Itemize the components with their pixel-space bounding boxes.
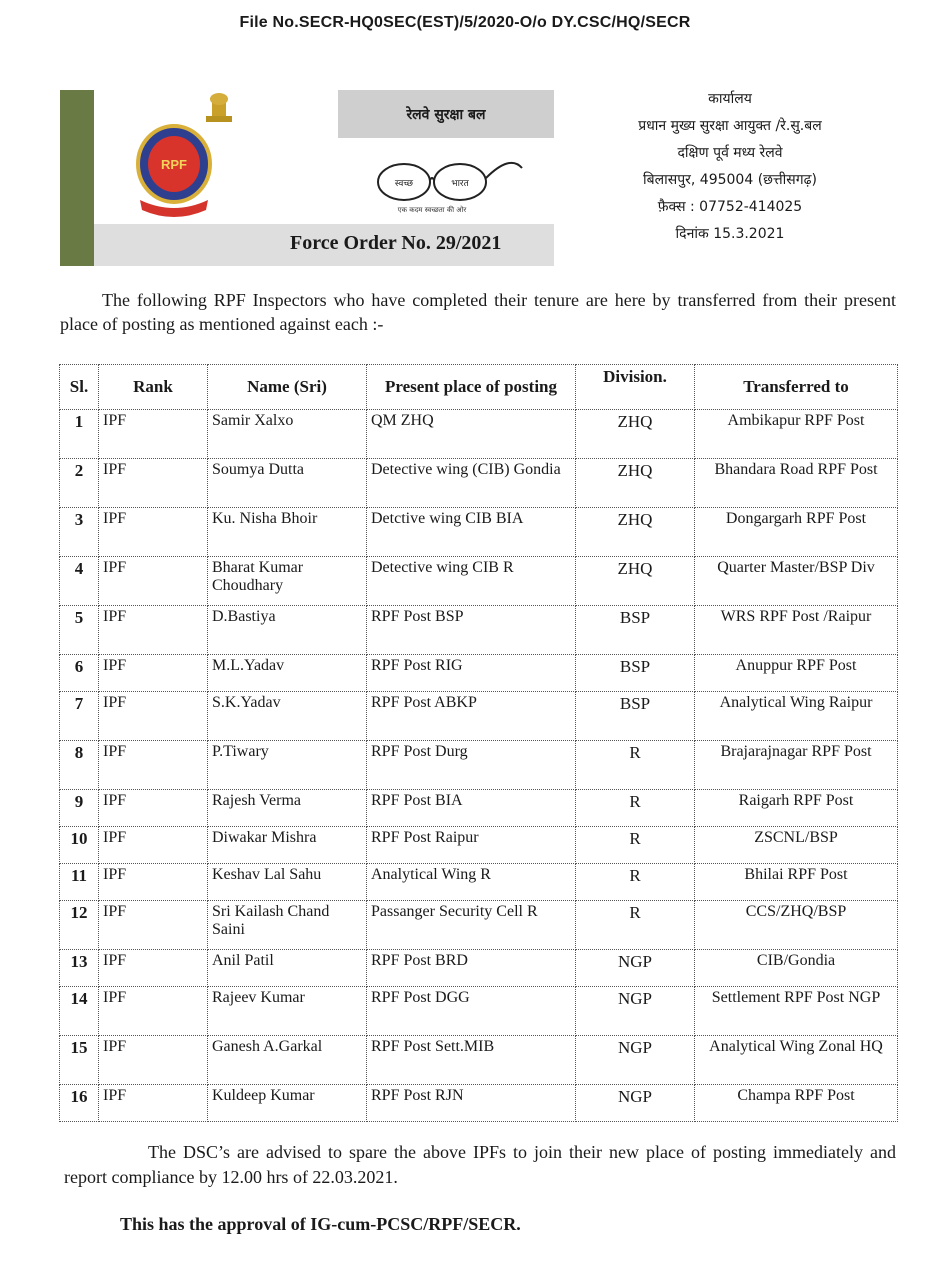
cell-sl: 11 (60, 864, 99, 901)
cell-present: Detective wing (CIB) Gondia (367, 459, 576, 508)
table-row (60, 459, 898, 508)
cell-present: Analytical Wing R (367, 864, 576, 901)
cell-sl: 10 (60, 827, 99, 864)
letterhead (60, 90, 554, 266)
force-order-number: Force Order No. 29/2021 (290, 232, 502, 254)
cell-transferred: Dongargarh RPF Post (695, 508, 898, 557)
cell-transferred: CCS/ZHQ/BSP (695, 901, 898, 950)
cell-present: RPF Post Raipur (367, 827, 576, 864)
cell-division: NGP (576, 1036, 695, 1085)
cell-transferred: Bhilai RPF Post (695, 864, 898, 901)
cell-division: R (576, 741, 695, 790)
cell-rank: IPF (99, 987, 208, 1036)
cell-division: ZHQ (576, 557, 695, 606)
cell-rank: IPF (99, 1085, 208, 1122)
cell-division: BSP (576, 692, 695, 741)
cell-transferred: Analytical Wing Zonal HQ (695, 1036, 898, 1085)
cell-present: RPF Post BRD (367, 950, 576, 987)
cell-sl: 6 (60, 655, 99, 692)
cell-present: RPF Post Sett.MIB (367, 1036, 576, 1085)
cell-rank: IPF (99, 692, 208, 741)
cell-sl: 3 (60, 508, 99, 557)
cell-transferred: Analytical Wing Raipur (695, 692, 898, 741)
cell-division: R (576, 864, 695, 901)
table-row (60, 557, 898, 606)
cell-name: D.Bastiya (208, 606, 367, 655)
cell-name: Ku. Nisha Bhoir (208, 508, 367, 557)
cell-rank: IPF (99, 827, 208, 864)
green-bar (60, 90, 94, 266)
cell-sl: 8 (60, 741, 99, 790)
cell-division: ZHQ (576, 508, 695, 557)
cell-sl: 14 (60, 987, 99, 1036)
cell-rank: IPF (99, 790, 208, 827)
cell-present: RPF Post RJN (367, 1085, 576, 1122)
approval-line: This has the approval of IG-cum-PCSC/RPF/SECR. (120, 1214, 521, 1234)
cell-transferred: Anuppur RPF Post (695, 655, 898, 692)
cell-division: R (576, 827, 695, 864)
office-date: दिनांक 15.3.2021 (675, 226, 785, 242)
cell-rank: IPF (99, 508, 208, 557)
table-row (60, 1085, 898, 1122)
cell-name: Diwakar Mishra (208, 827, 367, 864)
intro-paragraph: The following RPF Inspectors who have completed their tenure are here by transferred from their present place of posting as mentioned against each :- (60, 290, 896, 334)
table-row (60, 864, 898, 901)
cell-sl: 1 (60, 410, 99, 459)
cell-division: ZHQ (576, 410, 695, 459)
cell-name: Anil Patil (208, 950, 367, 987)
cell-division: ZHQ (576, 459, 695, 508)
cell-present: RPF Post BIA (367, 790, 576, 827)
header-present-posting: Present place of posting (367, 365, 576, 410)
office-line: बिलासपुर, 495004 (छत्तीसगढ़) (643, 172, 817, 188)
table-row (60, 1036, 898, 1085)
cell-transferred: Champa RPF Post (695, 1085, 898, 1122)
cell-division: R (576, 790, 695, 827)
transfer-table (59, 364, 898, 1122)
cell-present: Passanger Security Cell R (367, 901, 576, 950)
office-address (590, 86, 870, 248)
cell-name: Rajeev Kumar (208, 987, 367, 1036)
cell-present: RPF Post Durg (367, 741, 576, 790)
cell-present: RPF Post BSP (367, 606, 576, 655)
cell-present: Detective wing CIB R (367, 557, 576, 606)
cell-rank: IPF (99, 864, 208, 901)
table-row (60, 508, 898, 557)
cell-division: NGP (576, 987, 695, 1036)
swachh-left-word: स्वच्छ (394, 179, 414, 189)
table-row (60, 987, 898, 1036)
swachh-tagline: एक कदम स्वच्छता की ओर (397, 206, 467, 214)
table-row (60, 655, 898, 692)
cell-rank: IPF (99, 901, 208, 950)
closing-paragraph: The DSC’s are advised to spare the above IPFs to join their new place of posting immediately and report compliance by 12.00 hrs of 22.03.2021. (64, 1142, 896, 1187)
table-header-row (60, 365, 898, 410)
file-number: File No.SECR-HQ0SEC(EST)/5/2020-O/o DY.CSC/HQ/SECR (239, 14, 691, 31)
table-row (60, 692, 898, 741)
cell-division: NGP (576, 950, 695, 987)
cell-rank: IPF (99, 557, 208, 606)
cell-present: RPF Post ABKP (367, 692, 576, 741)
swachh-bharat-logo (350, 150, 530, 216)
cell-sl: 12 (60, 901, 99, 950)
cell-name: Rajesh Verma (208, 790, 367, 827)
table-row (60, 790, 898, 827)
cell-name: S.K.Yadav (208, 692, 367, 741)
table-row (60, 901, 898, 950)
cell-transferred: Brajarajnagar RPF Post (695, 741, 898, 790)
cell-name: Samir Xalxo (208, 410, 367, 459)
cell-name: Kuldeep Kumar (208, 1085, 367, 1122)
table-row (60, 410, 898, 459)
cell-name: Ganesh A.Garkal (208, 1036, 367, 1085)
cell-transferred: Raigarh RPF Post (695, 790, 898, 827)
cell-division: NGP (576, 1085, 695, 1122)
cell-rank: IPF (99, 410, 208, 459)
table-row (60, 741, 898, 790)
cell-present: RPF Post DGG (367, 987, 576, 1036)
table-row (60, 827, 898, 864)
office-fax: फ़ैक्स : 07752-414025 (657, 199, 803, 215)
cell-sl: 5 (60, 606, 99, 655)
cell-present: Detctive wing CIB BIA (367, 508, 576, 557)
header-rank: Rank (99, 365, 208, 410)
rpf-emblem (94, 90, 320, 224)
cell-transferred: Settlement RPF Post NGP (695, 987, 898, 1036)
cell-transferred: ZSCNL/BSP (695, 827, 898, 864)
header-transferred-to: Transferred to (695, 365, 898, 410)
office-line: दक्षिण पूर्व मध्य रेलवे (677, 145, 783, 161)
cell-rank: IPF (99, 741, 208, 790)
rpf-hindi-label: रेलवे सुरक्षा बल (338, 90, 554, 138)
table-row (60, 606, 898, 655)
cell-sl: 9 (60, 790, 99, 827)
cell-transferred: Ambikapur RPF Post (695, 410, 898, 459)
cell-name: Keshav Lal Sahu (208, 864, 367, 901)
office-line: प्रधान मुख्य सुरक्षा आयुक्त /रे.सु.बल (638, 118, 822, 134)
cell-transferred: CIB/Gondia (695, 950, 898, 987)
cell-rank: IPF (99, 606, 208, 655)
header-name: Name (Sri) (208, 365, 367, 410)
cell-present: RPF Post RIG (367, 655, 576, 692)
cell-division: BSP (576, 606, 695, 655)
cell-sl: 16 (60, 1085, 99, 1122)
cell-name: P.Tiwary (208, 741, 367, 790)
cell-rank: IPF (99, 950, 208, 987)
cell-sl: 4 (60, 557, 99, 606)
cell-rank: IPF (99, 459, 208, 508)
cell-name: M.L.Yadav (208, 655, 367, 692)
office-line: कार्यालय (708, 91, 752, 107)
cell-sl: 15 (60, 1036, 99, 1085)
cell-division: R (576, 901, 695, 950)
cell-name: Sri Kailash Chand Saini (208, 901, 367, 950)
emblem-lettering: RPF (161, 157, 187, 172)
cell-rank: IPF (99, 1036, 208, 1085)
cell-transferred: Bhandara Road RPF Post (695, 459, 898, 508)
cell-rank: IPF (99, 655, 208, 692)
cell-sl: 7 (60, 692, 99, 741)
cell-transferred: WRS RPF Post /Raipur (695, 606, 898, 655)
cell-transferred: Quarter Master/BSP Div (695, 557, 898, 606)
cell-name: Soumya Dutta (208, 459, 367, 508)
header-sl: Sl. (60, 365, 99, 410)
cell-sl: 13 (60, 950, 99, 987)
cell-division: BSP (576, 655, 695, 692)
cell-present: QM ZHQ (367, 410, 576, 459)
rpf-emblem-icon (94, 90, 320, 224)
swachh-right-word: भारत (451, 179, 469, 189)
header-division: Division. (576, 365, 695, 410)
table-row (60, 950, 898, 987)
cell-name: Bharat Kumar Choudhary (208, 557, 367, 606)
cell-sl: 2 (60, 459, 99, 508)
